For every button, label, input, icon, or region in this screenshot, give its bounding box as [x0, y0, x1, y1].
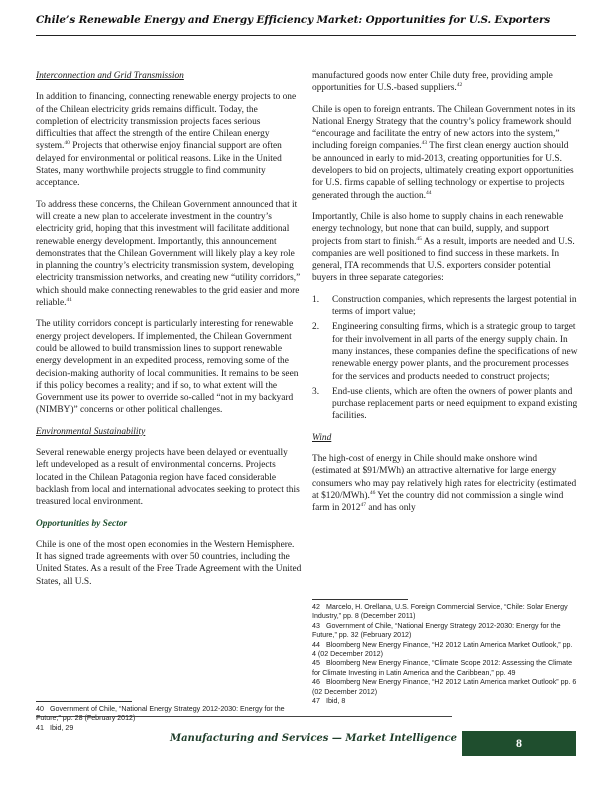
paragraph-environment: Several renewable energy projects have been delayed or eventually left undeveloped as a result of environmental concerns. Projects located in the Chilean Patagonia region have faced considerable backlash from local and international advocates seeking to protect this treasured local environment.	[36, 448, 300, 508]
footnote-41: 41 Ibid, 29	[36, 723, 74, 732]
section-title-wind: Wind	[312, 432, 332, 443]
footer-title: Manufacturing and Services — Market Intelligence	[170, 733, 458, 744]
list-item: 2. Engineering consulting firms, which is a strategic group to target for their involvement in all parts of the energy supply chain. In many instances, these companies define the specifications of new renewable energy power plants, and the procurement processes for the services and products needed to construct projects;	[312, 322, 578, 382]
footnote-45: 45 Bloomberg New Energy Finance, “Climate Scope 2012: Assessing the Climate for Climate Investing in Latin America and the Caribbean,” pp. 49	[312, 659, 573, 677]
footnote-ref-42[interactable]: 42	[456, 82, 463, 89]
footnotes-left	[36, 701, 302, 733]
paragraph-grid-3: The utility corridors concept is particularly interesting for renewable energy project developers. If implemented, the Chilean Government could be allowed to build transmission lines to support renewable energy development in an expedited process, removing some of the decision-making authority of local communities. It remains to be seen if this policy becomes a reality; and if so, to what extent will the Government use its power to override so-called “not in my backyard (NIMBY)” concerns or other political challenges.	[36, 319, 299, 416]
buyer-categories-list	[312, 294, 578, 423]
right-column	[312, 70, 578, 524]
paragraph-wind: The high-cost of energy in Chile should make onshore wind (estimated at $91/MWh) an attractive alternative for large energy consumers who may pay relatively high rates for electricity (estimated at $120/MWh).$^{46}$ Yet the country did not commission a single wind farm in 2012$^{47}$ and has only	[312, 454, 577, 514]
footnote-ref-45[interactable]: 45	[416, 235, 422, 242]
page-number-badge: 8	[462, 731, 576, 756]
header-divider	[36, 35, 576, 36]
footnote-ref-44[interactable]: 44	[426, 189, 432, 196]
paragraph-opportunities: Chile is one of the most open economies in the Western Hemisphere. It has signed trade agreements with over 50 countries, including the United States. As a result of the Free Trade Agreement with the United States, all U.S.	[36, 539, 302, 587]
footnote-divider-right	[312, 599, 408, 600]
list-item: 3. End-use clients, which are often the owners of power plants and purchase replacement parts or need equipment to expand existing facilities.	[312, 386, 578, 422]
footnote-42: 42 Marcelo, H. Orellana, U.S. Foreign Commercial Service, “Chile: Solar Energy Industry,” pp. 8 (December 2011)	[312, 603, 568, 621]
paragraph-supply-chains: Importantly, Chile is also home to supply chains in each renewable energy technology, but none that can build, supply, and support projects from start to finish.$^{45}$ As a result, imports are needed and U.S. companies are well positioned to find success in these markets. In general, ITA recommends that U.S. exporters consider potential buyers in three separate categories:	[312, 211, 575, 284]
footnote-40: 40 Government of Chile, “National Energy Strategy 2012-2030: Energy for the Future,” pp. 28 (February 2012)	[36, 705, 285, 723]
section-title-grid: Interconnection and Grid Transmission	[36, 71, 184, 81]
section-title-opportunities: Opportunities by Sector	[36, 518, 128, 529]
paragraph-foreign-entrants: Chile is open to foreign entrants. The Chilean Government notes in its National Energy Strategy that the country’s policy framework should “encourage and facilitate the entry of new actors into the system,” including foreign companies.$^{43}$ The first clean energy auction should be announced in early to mid-2013, creating opportunities for U.S. developers to bid on projects, ultimately creating export opportunities for U.S. firms capable of selling technology or expertise to projects generated through the auction.$^{44}$	[312, 104, 576, 201]
footnote-ref-40[interactable]: 40	[64, 140, 70, 147]
paragraph-grid-2: To address these concerns, the Chilean Government announced that it will create a new plan to accelerate investment in the country’s electricity grid, hoping that this investment will facilitate additional renewable energy development. Importantly, this announcement demonstrates that the Chilean Government will likely play a key role in planning the country’s electricity transmission system, developing electricity transmission networks, and creating new “utility corridors,” which should make connecting renewables to the grid easier and more reliable.$^{41}$	[36, 199, 301, 309]
footer-divider	[36, 716, 452, 717]
footnote-43: 43 Government of Chile, “National Energy Strategy 2012-2030: Energy for the Future,” pp. 32 (February 2012)	[312, 621, 561, 640]
footnote-ref-41[interactable]: 41	[66, 296, 72, 303]
footnote-ref-47[interactable]: 47	[360, 502, 366, 509]
left-column	[36, 70, 302, 597]
page-header-title: Chile’s Renewable Energy and Energy Efficiency Market: Opportunities for U.S. Exporters	[36, 14, 551, 26]
footnote-divider-left	[36, 701, 132, 702]
footnote-44: 44 Bloomberg New Energy Finance, “H2 2012 Latin America Market Outlook,” pp. 4 (02 December 2012)	[312, 640, 573, 659]
paragraph-grid-1: In addition to financing, connecting renewable energy projects to one of the Chilean electricity grids remains difficult. Today, the completion of electricity transmission projects faces serious difficulties that affect the strength of the entire Chilean energy system.$^{40}$ Projects that otherwise enjoy financial support are often delayed for environmental or political reasons. Like in the United States, many worthwhile projects struggle to find community acceptance.	[36, 92, 297, 189]
paragraph-duty-free: manufactured goods now enter Chile duty free, providing ample opportunities for U.S.-based suppliers.$^{42}$	[312, 71, 553, 94]
section-title-environment: Environmental Sustainability	[36, 426, 146, 437]
list-item: 1. Construction companies, which represents the largest potential in terms of import value;	[312, 294, 577, 318]
footnote-ref-43[interactable]: 43	[421, 140, 428, 147]
footnotes-right	[312, 599, 578, 706]
footnote-47: 47 Ibid, 8	[312, 697, 346, 706]
footnote-46: 46 Bloomberg New Energy Finance, “H2 2012 Latin America market Outlook” pp. 6 (02 December 2012)	[312, 678, 577, 696]
footnote-ref-46[interactable]: 46	[369, 489, 376, 496]
